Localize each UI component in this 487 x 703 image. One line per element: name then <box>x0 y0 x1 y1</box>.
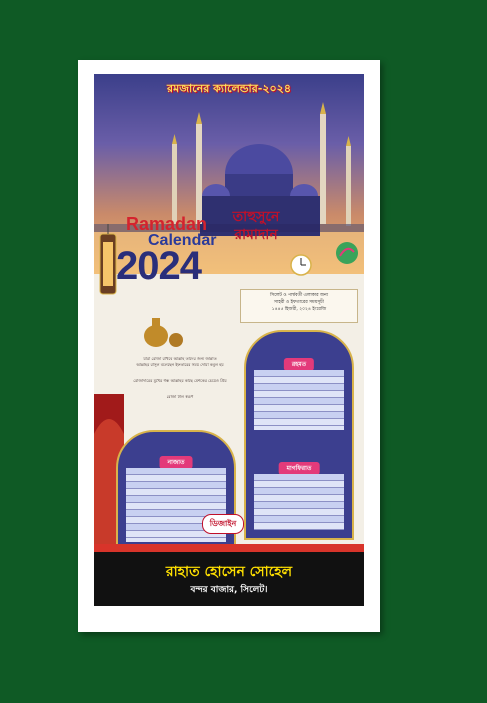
section-label-magfirat: মাগফিরাত <box>279 462 320 475</box>
quote-line: আল্লাহর রাসূল বলেছেন ইফতারের সময় দোয়া কবুল হয় <box>136 362 224 367</box>
teapot-icon <box>138 312 188 352</box>
calendar-artwork <box>94 74 364 606</box>
ramadan-word: Ramadan <box>126 214 208 234</box>
poster-title: রমজানের ক্যালেন্ডার-২০২৪ <box>167 82 291 95</box>
quote-line: রোজাদারের মুখের গন্ধ আল্লাহর কাছে মেশকের চেয়েও প্রিয় <box>133 378 227 383</box>
lantern-icon <box>94 224 122 304</box>
info-line: সিলেট ও পার্শ্ববর্তী এলাকার জন্য <box>269 293 329 298</box>
info-line: সাহরী ও ইফতারের সময়সূচী <box>274 300 324 305</box>
quote-line: যারা রোজা রাখবে আল্লাহ তাদের জন্য জান্নাত <box>143 356 217 361</box>
timetable-magfirat <box>254 474 344 530</box>
designer-address: বন্দর বাজার, সিলেট। <box>190 585 268 595</box>
quote-line: রোজা ঢাল স্বরূপ <box>166 394 194 399</box>
schedule-info-box <box>240 289 358 323</box>
timetable-rahmat <box>254 370 344 430</box>
leaf-ornament-icon <box>334 240 360 266</box>
designer-tag: ডিজাইন <box>202 514 244 534</box>
hadith-quotes <box>124 356 236 422</box>
section-label-najat: নাজাত <box>160 456 193 469</box>
timetable-arch-right <box>244 330 354 540</box>
info-line: ১৪৪৫ হিজরী, ২০২৪ ইংরেজি <box>271 307 327 312</box>
designer-name: রাহাত হোসেন সোহেল <box>165 564 293 580</box>
bengali-heading: তাহুসুনে রামাদান <box>232 209 280 243</box>
section-label-rahmat: রহমত <box>284 358 314 371</box>
calendar-word: Calendar <box>148 232 217 249</box>
year-number: 2024 <box>116 244 201 288</box>
clock-icon <box>290 254 312 276</box>
